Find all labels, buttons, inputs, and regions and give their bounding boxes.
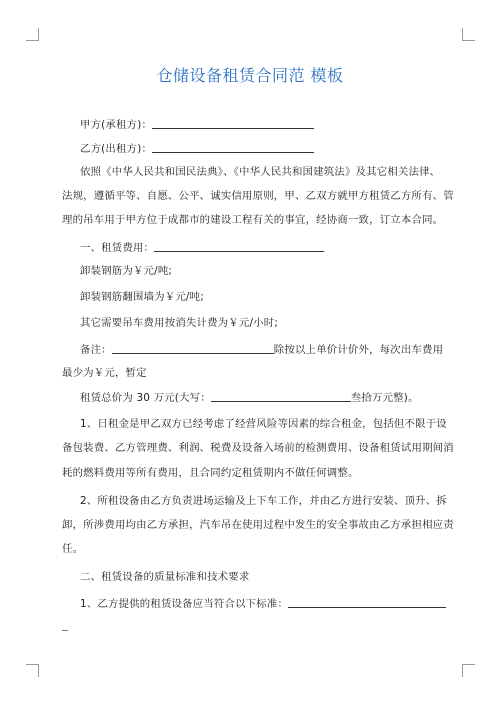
section-2-item-1-row: [80, 596, 440, 611]
fee-item-1: 卸装钢筋为￥元/吨;: [80, 265, 173, 277]
party-b-row: [80, 141, 440, 156]
section-1-row: [80, 240, 440, 255]
remark-label: 备注：: [80, 344, 112, 356]
section-2-title: 二、租赁设备的质量标准和技术要求: [80, 571, 250, 583]
clause-1-line-2: 备包装费、乙方管理费、利润、税费及设备入场前的检测费用、设备租赁试用期间消: [62, 442, 454, 454]
crop-mark-bottom-right: [462, 664, 475, 677]
preamble-line-2: 法规，遵循平等、自愿、公平、诚实信用原则，甲、乙双方就甲方租赁乙方所有、管: [62, 190, 454, 202]
clause-2-line-3: 任。: [62, 543, 84, 555]
total-text-after: 叁拾万元整)。: [350, 392, 419, 404]
total-text-before: 租赁总价为 30 万元(大写：: [80, 392, 211, 404]
remark-text: 除按以上单价计价外，每次出车费用: [273, 344, 444, 356]
clause-2-line-1: 2、所租设备由乙方负责进场运输及上下车工作，并由乙方进行安装、顶升、拆: [80, 495, 447, 507]
clause-1-line-3: 耗的燃料费用等所有费用，且合同约定租赁期内不做任何调整。: [62, 467, 359, 479]
preamble-line-3: 理的吊车用于甲方位于成都市的建设工程有关的事宜，经协商一致，订立本合同。: [62, 214, 444, 226]
crop-mark-top-right: [462, 28, 475, 41]
party-a-label: 甲方(承租方)：: [80, 119, 153, 131]
crop-mark-bottom-left: [26, 664, 39, 677]
preamble-line-1: 依照《中华人民共和国民法典》、《中华人民共和国建筑法》及其它相关法律、: [80, 166, 441, 178]
total-row: [80, 390, 440, 405]
clause-2-line-2: 卸，所涉费用均由乙方承担，汽车吊在使用过程中发生的安全事故由乙方承担相应责: [62, 519, 454, 531]
section-2-item-1-text: 1、乙方提供的租赁设备应当符合以下标准：: [80, 598, 289, 610]
document-title: 仓储设备租赁合同范 模板: [156, 66, 344, 85]
rental-fee-blank[interactable]: [154, 240, 324, 252]
remark-row: [80, 342, 444, 357]
party-a-row: [80, 117, 440, 132]
party-b-blank[interactable]: [152, 141, 314, 153]
fee-item-3: 其它需要吊车费用按消失计费为￥元/小时;: [80, 317, 279, 329]
remark-blank[interactable]: [112, 342, 274, 354]
party-a-blank[interactable]: [152, 117, 314, 129]
crop-mark-top-left: [26, 28, 39, 41]
clause-1-line-1: 1、日租金是甲乙双方已经考虑了经营风险等因素的综合租金，包括但不限于设: [80, 418, 447, 430]
page-footer-dash: [62, 630, 68, 631]
fee-item-2: 卸装钢筋翻围墙为￥元/吨;: [80, 291, 204, 303]
section-1-title: 一、租赁费用：: [80, 242, 155, 254]
remark-line-2: 最少为￥元，暂定: [62, 367, 147, 379]
party-b-label: 乙方(出租方)：: [80, 143, 153, 155]
standard-blank[interactable]: [288, 596, 446, 608]
total-uppercase-blank[interactable]: [211, 390, 351, 402]
